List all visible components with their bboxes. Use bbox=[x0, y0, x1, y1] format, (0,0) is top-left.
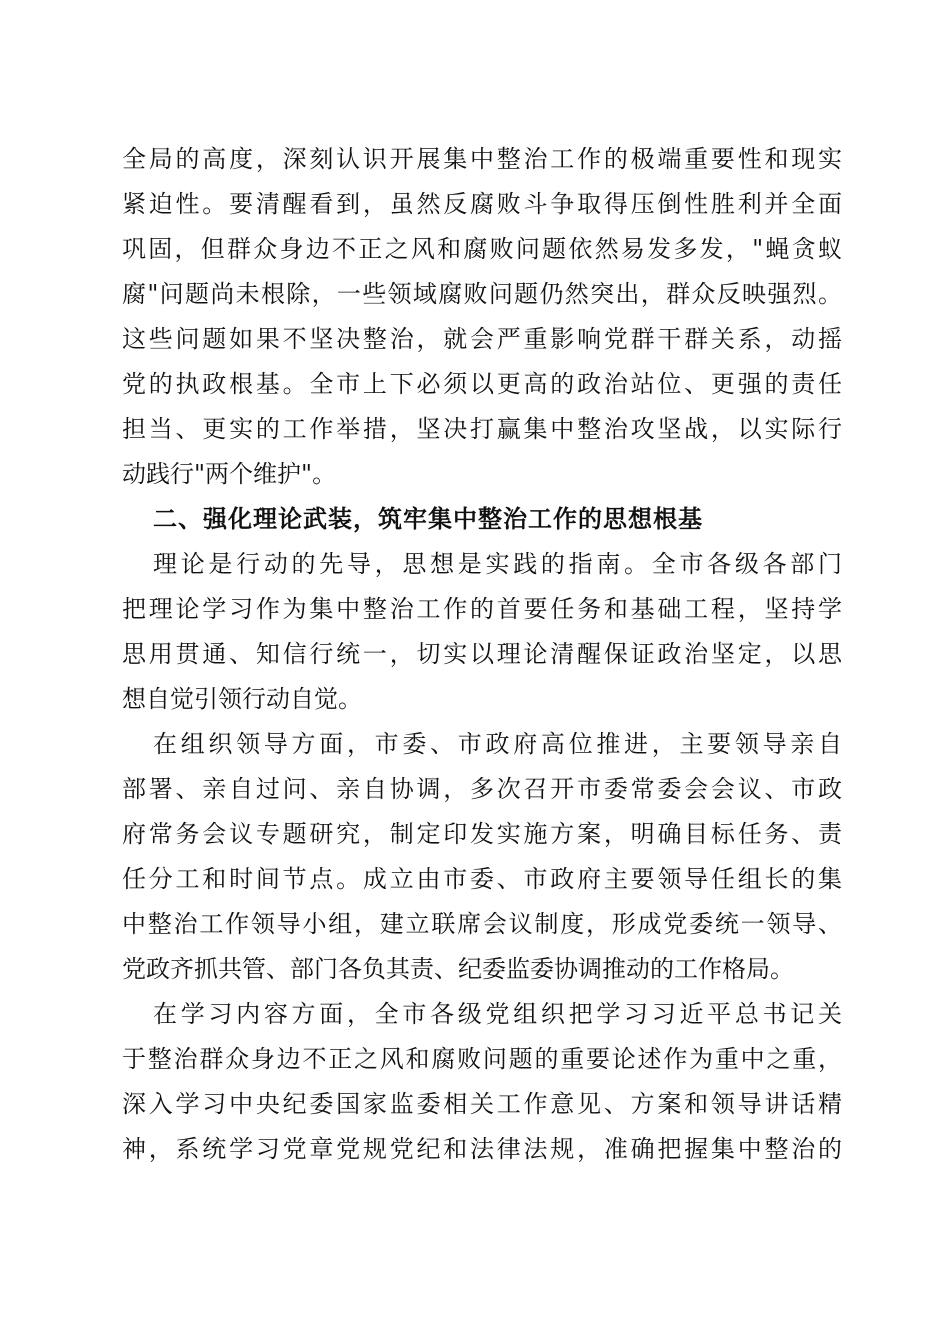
heading-text: 二、强化理论武装，筑牢集中整治工作的思想根基 bbox=[153, 505, 703, 533]
text-line: 巩固，但群众身边不正之风和腐败问题依然易发多发，"蝇贪蚁 bbox=[122, 235, 842, 263]
text-line: 全局的高度，深刻认识开展集中整治工作的极端重要性和现实 bbox=[122, 145, 842, 173]
text-line: 想自觉引领行动自觉。 bbox=[122, 685, 362, 713]
text-line: 任分工和时间节点。成立由市委、市政府主要领导任组长的集 bbox=[122, 865, 842, 893]
text-line: 动践行"两个维护"。 bbox=[122, 460, 337, 488]
text-line: 党的执政根基。全市上下必须以更高的政治站位、更强的责任 bbox=[122, 370, 842, 398]
text-line: 在学习内容方面，全市各级党组织把学习习近平总书记关 bbox=[153, 1000, 842, 1028]
text-line: 紧迫性。要清醒看到，虽然反腐败斗争取得压倒性胜利并全面 bbox=[122, 190, 842, 218]
text-line: 于整治群众身边不正之风和腐败问题的重要论述作为重中之重， bbox=[122, 1045, 842, 1073]
text-line: 腐"问题尚未根除，一些领域腐败问题仍然突出，群众反映强烈。 bbox=[122, 280, 842, 308]
text-line: 理论是行动的先导，思想是实践的指南。全市各级各部门 bbox=[153, 550, 842, 578]
section-heading bbox=[122, 497, 842, 542]
paragraph bbox=[122, 722, 842, 992]
paragraph bbox=[122, 542, 842, 722]
text-line: 思用贯通、知信行统一，切实以理论清醒保证政治坚定，以思 bbox=[122, 640, 842, 668]
text-line: 神，系统学习党章党规党纪和法律法规，准确把握集中整治的 bbox=[122, 1135, 842, 1163]
text-line: 党政齐抓共管、部门各负其责、纪委监委协调推动的工作格局。 bbox=[122, 955, 794, 983]
text-line: 深入学习中央纪委国家监委相关工作意见、方案和领导讲话精 bbox=[122, 1090, 842, 1118]
text-line: 中整治工作领导小组，建立联席会议制度，形成党委统一领导、 bbox=[122, 910, 842, 938]
document-page bbox=[122, 137, 842, 1172]
text-line: 这些问题如果不坚决整治，就会严重影响党群干群关系，动摇 bbox=[122, 325, 842, 353]
text-line: 把理论学习作为集中整治工作的首要任务和基础工程，坚持学 bbox=[122, 595, 842, 623]
text-line: 担当、更实的工作举措，坚决打赢集中整治攻坚战，以实际行 bbox=[122, 415, 842, 443]
text-line: 府常务会议专题研究，制定印发实施方案，明确目标任务、责 bbox=[122, 820, 842, 848]
text-line: 部署、亲自过问、亲自协调，多次召开市委常委会会议、市政 bbox=[122, 775, 842, 803]
paragraph bbox=[122, 992, 842, 1172]
paragraph bbox=[122, 137, 842, 497]
text-line: 在组织领导方面，市委、市政府高位推进，主要领导亲自 bbox=[153, 730, 842, 758]
